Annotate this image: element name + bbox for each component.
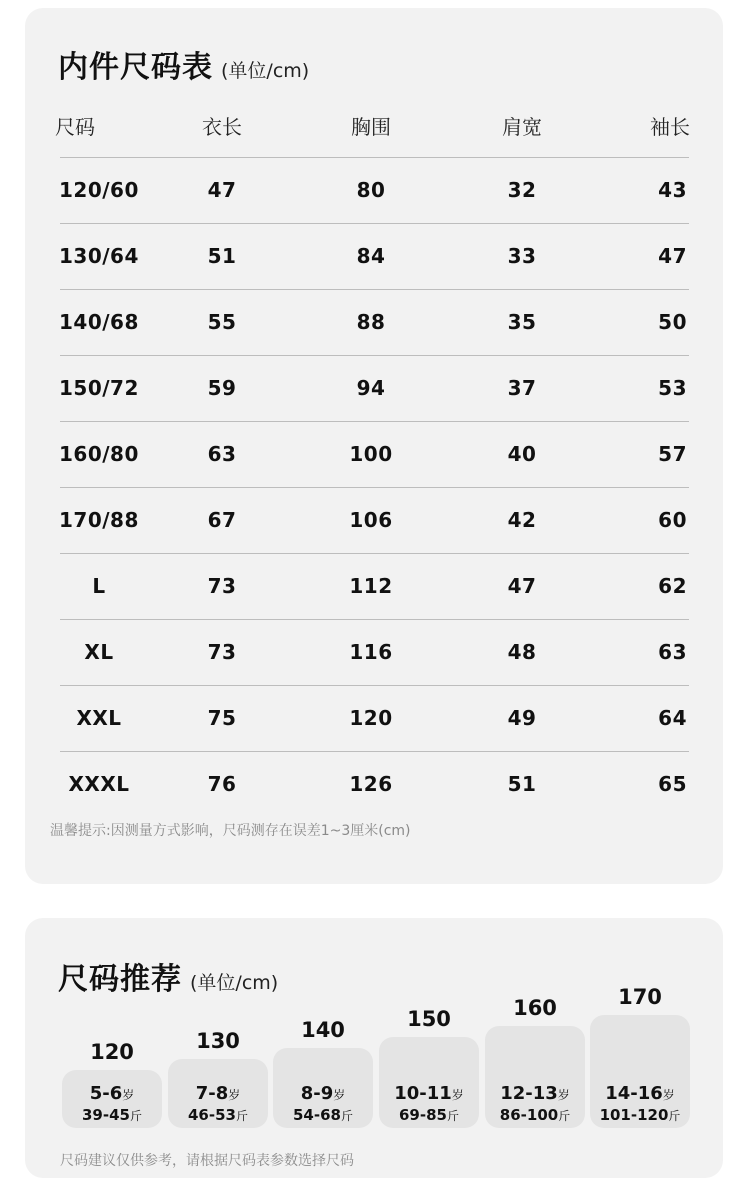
- size-recommend-card: [25, 918, 723, 1178]
- recommend-weight-value: 69-85: [399, 1106, 447, 1124]
- recommend-weight-unit: 斤: [558, 1109, 571, 1123]
- cell-sleeve: 64: [658, 706, 687, 730]
- cell-shoulder: 33: [507, 244, 537, 268]
- recommend-weight-value: 86-100: [499, 1106, 559, 1124]
- recommend-age-unit: 岁: [662, 1088, 675, 1102]
- cell-sleeve: 62: [658, 574, 687, 598]
- cell-size: 150/72: [59, 376, 139, 400]
- cell-size: XXXL: [68, 772, 130, 796]
- recommend-age: [62, 1083, 162, 1104]
- header-shoulder: 肩宽: [502, 115, 542, 139]
- cell-shoulder: 32: [507, 178, 537, 202]
- table-row: [25, 553, 723, 619]
- size-recommend-item: [485, 918, 585, 1128]
- cell-sleeve: 57: [658, 442, 687, 466]
- cell-length: 75: [207, 706, 237, 730]
- recommend-size: 160: [513, 996, 557, 1020]
- cell-sleeve: 53: [658, 376, 687, 400]
- cell-shoulder: 47: [507, 574, 537, 598]
- recommend-size: 170: [618, 985, 662, 1009]
- recommend-weight-unit: 斤: [129, 1109, 142, 1123]
- recommend-age: [590, 1083, 690, 1104]
- recommend-unit: (单位/cm): [190, 972, 279, 994]
- size-recommend-item: [168, 918, 268, 1128]
- recommend-age-value: 14-16: [605, 1083, 663, 1104]
- header-length: 衣长: [202, 115, 242, 139]
- recommend-weight-unit: 斤: [446, 1109, 459, 1123]
- size-recommend-item: [379, 918, 479, 1128]
- recommend-age-value: 10-11: [394, 1083, 452, 1104]
- cell-sleeve: 60: [658, 508, 687, 532]
- recommend-weight-unit: 斤: [340, 1109, 353, 1123]
- recommend-footer: 尺码建议仅供参考，请根据尺码表参数选择尺码: [60, 1153, 354, 1169]
- cell-sleeve: 63: [658, 640, 687, 664]
- recommend-age: [485, 1083, 585, 1104]
- cell-chest: 126: [349, 772, 393, 796]
- cell-length: 55: [207, 310, 237, 334]
- recommend-size: 130: [196, 1029, 240, 1053]
- table-row: [25, 355, 723, 421]
- recommend-weight-value: 39-45: [82, 1106, 130, 1124]
- cell-shoulder: 48: [507, 640, 537, 664]
- recommend-weight: [168, 1106, 268, 1124]
- cell-chest: 106: [349, 508, 393, 532]
- recommend-weight-unit: 斤: [668, 1109, 681, 1123]
- cell-length: 73: [207, 574, 237, 598]
- size-recommend-item: [273, 918, 373, 1128]
- table-row: [25, 157, 723, 223]
- table-row: [25, 223, 723, 289]
- cell-shoulder: 37: [507, 376, 537, 400]
- cell-chest: 100: [349, 442, 393, 466]
- recommend-age: [379, 1083, 479, 1104]
- recommend-age: [273, 1083, 373, 1104]
- recommend-weight: [379, 1106, 479, 1124]
- recommend-age-value: 8-9: [300, 1083, 334, 1104]
- cell-chest: 120: [349, 706, 393, 730]
- table-row: [25, 289, 723, 355]
- cell-chest: 116: [349, 640, 393, 664]
- cell-size: 170/88: [59, 508, 139, 532]
- cell-chest: 80: [356, 178, 386, 202]
- cell-length: 51: [207, 244, 237, 268]
- recommend-weight: [62, 1106, 162, 1124]
- recommend-weight-unit: 斤: [235, 1109, 248, 1123]
- recommend-age-unit: 岁: [228, 1088, 241, 1102]
- recommend-age-unit: 岁: [122, 1088, 135, 1102]
- recommend-age-unit: 岁: [333, 1088, 346, 1102]
- recommend-weight-value: 101-120: [599, 1106, 669, 1124]
- cell-chest: 112: [349, 574, 393, 598]
- header-size: 尺码: [55, 115, 95, 139]
- cell-sleeve: 47: [658, 244, 687, 268]
- cell-length: 59: [207, 376, 237, 400]
- cell-sleeve: 50: [658, 310, 687, 334]
- cell-size: 160/80: [59, 442, 139, 466]
- cell-length: 47: [207, 178, 237, 202]
- recommend-size: 150: [407, 1007, 451, 1031]
- cell-size: 120/60: [59, 178, 139, 202]
- table-row: [25, 487, 723, 553]
- recommend-weight: [590, 1106, 690, 1124]
- recommend-size: 140: [301, 1018, 345, 1042]
- cell-chest: 88: [356, 310, 386, 334]
- table-row: [25, 421, 723, 487]
- header-chest: 胸围: [351, 115, 391, 139]
- cell-shoulder: 42: [507, 508, 537, 532]
- cell-size: 140/68: [59, 310, 139, 334]
- recommend-heading: 尺码推荐: [58, 962, 182, 997]
- cell-shoulder: 35: [507, 310, 537, 334]
- size-table-title: [58, 42, 309, 86]
- cell-shoulder: 40: [507, 442, 537, 466]
- cell-length: 63: [207, 442, 237, 466]
- recommend-size: 120: [90, 1040, 134, 1064]
- recommend-age: [168, 1083, 268, 1104]
- size-recommend-item: [590, 918, 690, 1128]
- cell-size: XXL: [76, 706, 122, 730]
- recommend-weight-value: 46-53: [188, 1106, 236, 1124]
- size-table-unit: (单位/cm): [221, 60, 310, 82]
- cell-size: XL: [84, 640, 114, 664]
- recommend-age-value: 12-13: [500, 1083, 558, 1104]
- cell-sleeve: 65: [658, 772, 687, 796]
- recommend-age-unit: 岁: [451, 1088, 464, 1102]
- recommend-age-value: 7-8: [195, 1083, 229, 1104]
- table-row: [25, 751, 723, 817]
- cell-shoulder: 49: [507, 706, 537, 730]
- recommend-age-unit: 岁: [557, 1088, 570, 1102]
- recommend-weight: [485, 1106, 585, 1124]
- table-row: [25, 685, 723, 751]
- cell-length: 67: [207, 508, 237, 532]
- size-table-heading: 内件尺码表: [58, 50, 213, 85]
- measurement-note: 温馨提示:因测量方式影响，尺码测存在误差1~3厘米(cm): [50, 823, 411, 839]
- recommend-age-value: 5-6: [89, 1083, 123, 1104]
- cell-chest: 84: [356, 244, 386, 268]
- cell-size: L: [92, 574, 106, 598]
- cell-size: 130/64: [59, 244, 139, 268]
- recommend-weight-value: 54-68: [293, 1106, 341, 1124]
- cell-length: 76: [207, 772, 237, 796]
- table-row: [25, 619, 723, 685]
- size-recommend-item: [62, 918, 162, 1128]
- recommend-weight: [273, 1106, 373, 1124]
- size-table-card: [25, 8, 723, 884]
- cell-sleeve: 43: [658, 178, 687, 202]
- header-sleeve: 袖长: [650, 115, 690, 139]
- cell-length: 73: [207, 640, 237, 664]
- cell-chest: 94: [356, 376, 386, 400]
- cell-shoulder: 51: [507, 772, 537, 796]
